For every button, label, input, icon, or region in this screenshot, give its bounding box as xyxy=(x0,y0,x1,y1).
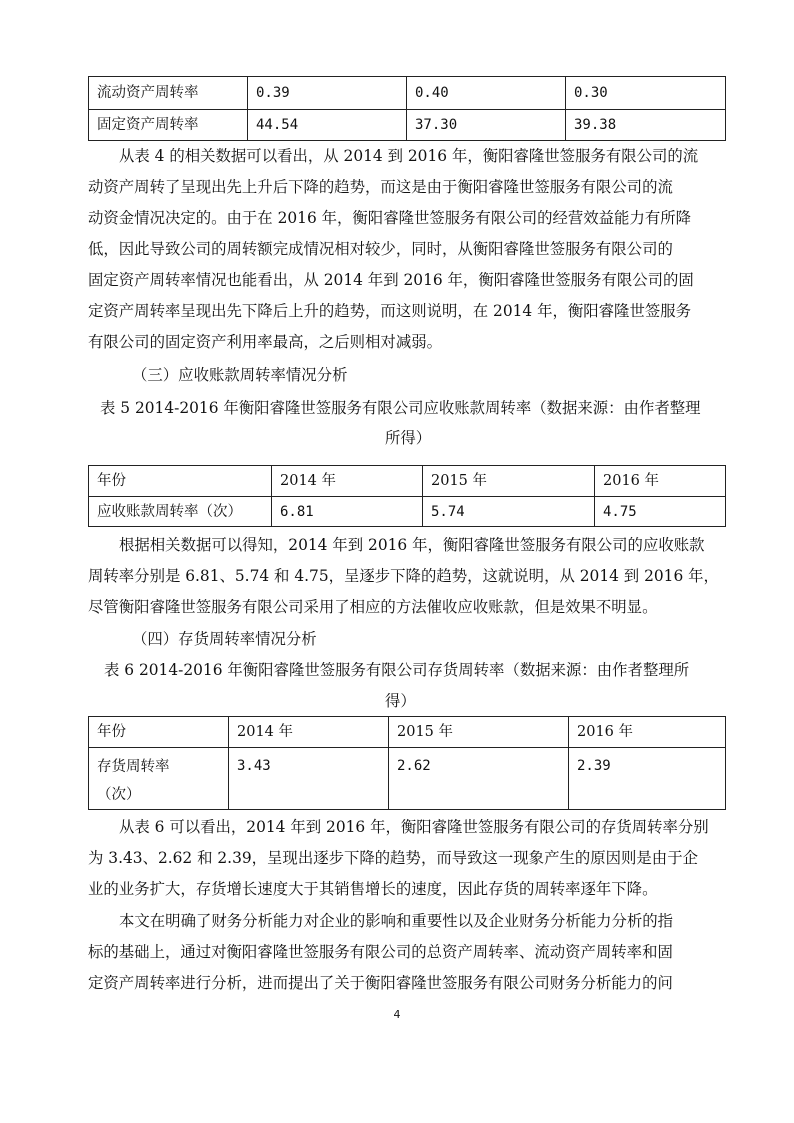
table-header-cell: 年份 xyxy=(89,717,229,748)
table-5-caption-line1: 表 5 2014-2016 年衡阳睿隆世签服务有限公司应收账款周转率（数据来源：由作者整理 xyxy=(100,399,701,417)
table-cell: 0.40 xyxy=(407,77,566,110)
table-cell: 4.75 xyxy=(595,497,726,527)
table-cell: 44.54 xyxy=(248,110,407,141)
table-header-cell: 2014 年 xyxy=(229,717,389,748)
paragraph-line: 低，因此导致公司的周转额完成情况相对较少，同时，从衡阳睿隆世签服务有限公司的 xyxy=(88,240,673,258)
table-header-cell: 年份 xyxy=(89,466,272,497)
table-5 xyxy=(88,465,726,527)
table-row xyxy=(89,748,726,810)
table-header-cell: 2016 年 xyxy=(569,717,726,748)
cell-label-line: 存货周转率 xyxy=(97,759,170,775)
paragraph-line: 定资产周转率进行分析，进而提出了关于衡阳睿隆世签服务有限公司财务分析能力的问 xyxy=(88,974,673,992)
table-cell-label: 固定资产周转率 xyxy=(89,110,248,141)
table-4-continued xyxy=(88,76,726,141)
table-cell-label: 流动资产周转率 xyxy=(89,77,248,110)
paragraph-line: 从表 6 可以看出，2014 年到 2016 年，衡阳睿隆世签服务有限公司的存货周转率分别 xyxy=(119,818,709,836)
paragraph-line: 有限公司的固定资产利用率最高，之后则相对减弱。 xyxy=(88,333,442,351)
table-cell-label xyxy=(89,748,229,810)
table-cell: 0.30 xyxy=(566,77,726,110)
table-5-caption-line2: 所得） xyxy=(385,429,432,447)
table-cell: 2.62 xyxy=(389,748,569,810)
paragraph-table6-analysis xyxy=(88,812,728,905)
paragraph-line: 动资金情况决定的。由于在 2016 年，衡阳睿隆世签服务有限公司的经营效益能力有所降 xyxy=(88,209,692,227)
paragraph-line: 业的业务扩大，存货增长速度大于其销售增长的速度，因此存货的周转率逐年下降。 xyxy=(88,880,658,898)
section-heading-receivables: （三）应收账款周转率情况分析 xyxy=(132,366,348,384)
table-6-caption-line1: 表 6 2014-2016 年衡阳睿隆世签服务有限公司存货周转率（数据来源：由作者整理所 xyxy=(104,661,690,679)
table-header-cell: 2015 年 xyxy=(389,717,569,748)
table-cell-label: 应收账款周转率（次） xyxy=(89,497,272,527)
paragraph-line: 定资产周转率呈现出先下降后上升的趋势，而这则说明，在 2014 年，衡阳睿隆世签服务 xyxy=(88,302,692,320)
table-header-row xyxy=(89,717,726,748)
table-cell: 2.39 xyxy=(569,748,726,810)
table-cell: 39.38 xyxy=(566,110,726,141)
table-header-cell: 2015 年 xyxy=(423,466,595,497)
table-row xyxy=(89,110,726,141)
table-cell: 3.43 xyxy=(229,748,389,810)
paragraph-line: 标的基础上，通过对衡阳睿隆世签服务有限公司的总资产周转率、流动资产周转率和固 xyxy=(88,943,673,961)
table-header-cell: 2016 年 xyxy=(595,466,726,497)
section-heading-inventory: （四）存货周转率情况分析 xyxy=(132,630,317,648)
paragraph-table5-analysis xyxy=(88,530,728,623)
table-cell: 6.81 xyxy=(272,497,423,527)
page-number: 4 xyxy=(393,1008,401,1021)
paragraph-line: 动资产周转了呈现出先上升后下降的趋势，而这是由于衡阳睿隆世签服务有限公司的流 xyxy=(88,178,673,196)
table-row xyxy=(89,497,726,527)
table-header-row xyxy=(89,466,726,497)
table-cell: 0.39 xyxy=(248,77,407,110)
paragraph-line: 周转率分别是 6.81、5.74 和 4.75，呈逐步下降的趋势，这就说明，从 2014 到 2016 年， xyxy=(88,567,719,585)
paragraph-line: 固定资产周转率情况也能看出，从 2014 年到 2016 年，衡阳睿隆世签服务有限公司的固 xyxy=(88,271,694,289)
table-6 xyxy=(88,716,726,810)
paragraph-conclusion xyxy=(88,906,728,999)
cell-label-line: （次） xyxy=(97,787,141,803)
paragraph-line: 为 3.43、2.62 和 2.39，呈现出逐步下降的趋势，而导致这一现象产生的原因则是由于企 xyxy=(88,849,698,867)
table-cell: 37.30 xyxy=(407,110,566,141)
table-header-cell: 2014 年 xyxy=(272,466,423,497)
table-6-caption-line2: 得） xyxy=(385,692,416,710)
paragraph-table4-analysis xyxy=(88,141,728,358)
table-cell: 5.74 xyxy=(423,497,595,527)
paragraph-line: 根据相关数据可以得知，2014 年到 2016 年，衡阳睿隆世签服务有限公司的应收账款 xyxy=(119,536,705,554)
paragraph-line: 尽管衡阳睿隆世签服务有限公司采用了相应的方法催收应收账款，但是效果不明显。 xyxy=(88,598,658,616)
paragraph-line: 本文在明确了财务分析能力对企业的影响和重要性以及企业财务分析能力分析的指 xyxy=(119,912,674,930)
paragraph-line: 从表 4 的相关数据可以看出，从 2014 到 2016 年，衡阳睿隆世签服务有限公司的流 xyxy=(119,147,699,165)
table-row xyxy=(89,77,726,110)
